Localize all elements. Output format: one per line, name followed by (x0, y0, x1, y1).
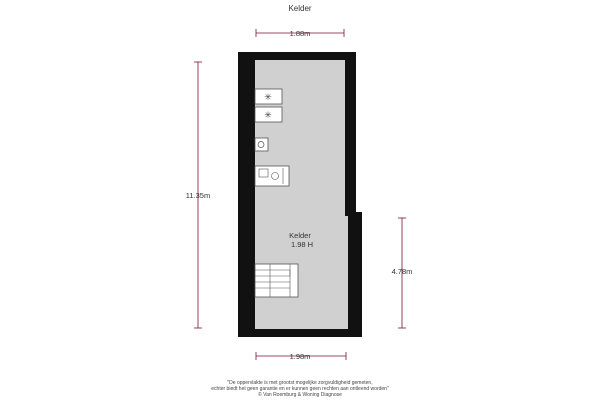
staircase (255, 264, 298, 297)
room-name-label: Kelder (289, 231, 311, 240)
dimension-top-width-label: 1.88m (289, 29, 311, 38)
copyright-line: © Van Roemburg & Woning Diagnose (258, 392, 342, 398)
disclaimer-line-2: echter biedt het geen garantie en er kunnen geen rechten aan ontleend worden" (211, 386, 389, 392)
washer-dryer-unit (255, 166, 289, 186)
disclaimer-footer (0, 380, 600, 398)
svg-text:✳: ✳ (264, 111, 272, 121)
meter-box (255, 138, 268, 151)
svg-text:✳: ✳ (264, 93, 272, 103)
appliance-unit-2 (255, 107, 282, 122)
disclaimer-line-1: "De oppervlakte is met grootst mogelijke zorgvuldigheid gemeten, (227, 380, 373, 386)
room-height-label: 1.98 H (290, 240, 314, 249)
dimension-partial-length-label: 4.78m (391, 267, 413, 276)
dimension-bottom-width-label: 1.98m (289, 352, 311, 361)
appliance-unit-1 (255, 89, 282, 104)
dimension-total-length-label: 11.35m (185, 191, 211, 200)
floor-title: Kelder (288, 4, 312, 13)
